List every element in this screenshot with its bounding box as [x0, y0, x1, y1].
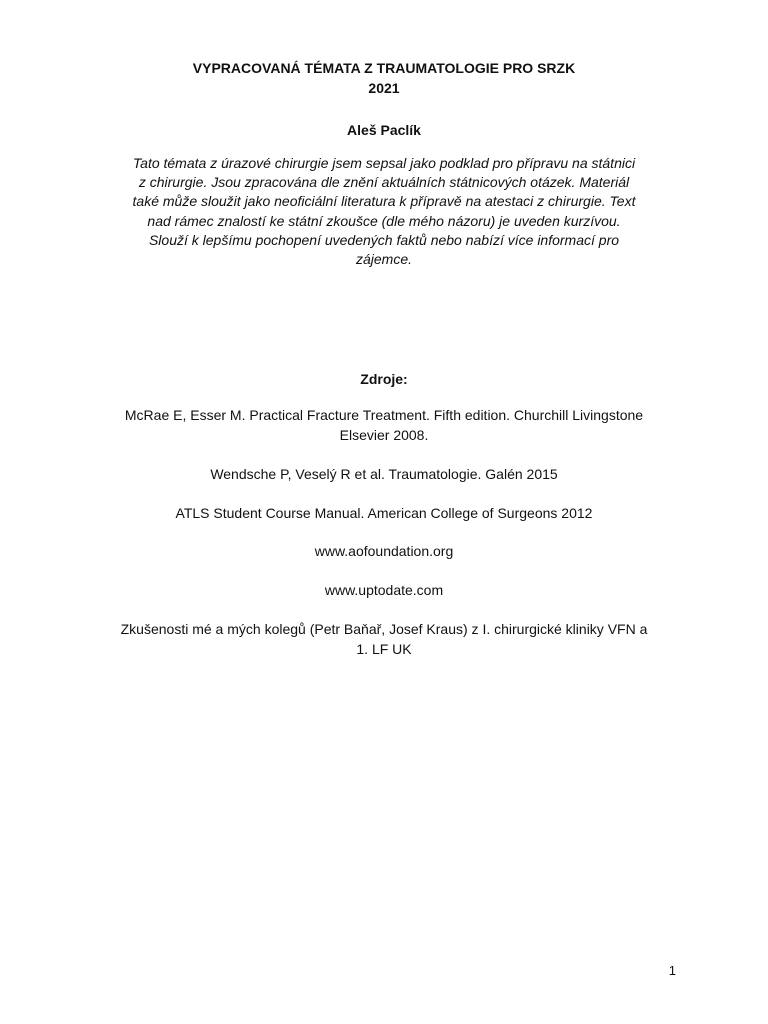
source-link[interactable]: www.aofoundation.org: [314, 543, 454, 559]
document-title: [0, 58, 768, 98]
source-item: Wendsche P, Veselý R et al. Traumatologie. Galén 2015: [210, 466, 558, 482]
source-item: McRae E, Esser M. Practical Fracture Treatment. Fifth edition. Churchill Livingstone Elsevier 2008.: [124, 407, 644, 443]
title-line-year: 2021: [368, 80, 400, 96]
source-link[interactable]: www.uptodate.com: [324, 582, 444, 598]
intro-paragraph: Tato témata z úrazové chirurgie jsem sepsal jako podklad pro přípravu na státnici z chirurgie. Jsou zpracována dle znění aktuálních státnicových otázek. Materiál také může sloužit jako neoficiální literatura k přípravě na atestaci z chirurgie. Text nad rámec znalostí ke státní zkoušce (dle mého názoru) je uveden kurzívou. Slouží k lepšímu pochopení uvedených faktů nebo nabízí více informací pro zájemce.: [132, 155, 636, 268]
source-item: ATLS Student Course Manual. American College of Surgeons 2012: [175, 505, 593, 521]
author-name: Aleš Paclík: [347, 122, 421, 138]
sources-heading: Zdroje:: [360, 371, 408, 387]
page-number: 1: [668, 963, 676, 978]
source-item: Zkušenosti mé a mých kolegů (Petr Baňař, Josef Kraus) z I. chirurgické kliniky VFN a 1. LF UK: [120, 621, 648, 657]
title-line-main: VYPRACOVANÁ TÉMATA Z TRAUMATOLOGIE PRO SRZK: [192, 60, 576, 76]
